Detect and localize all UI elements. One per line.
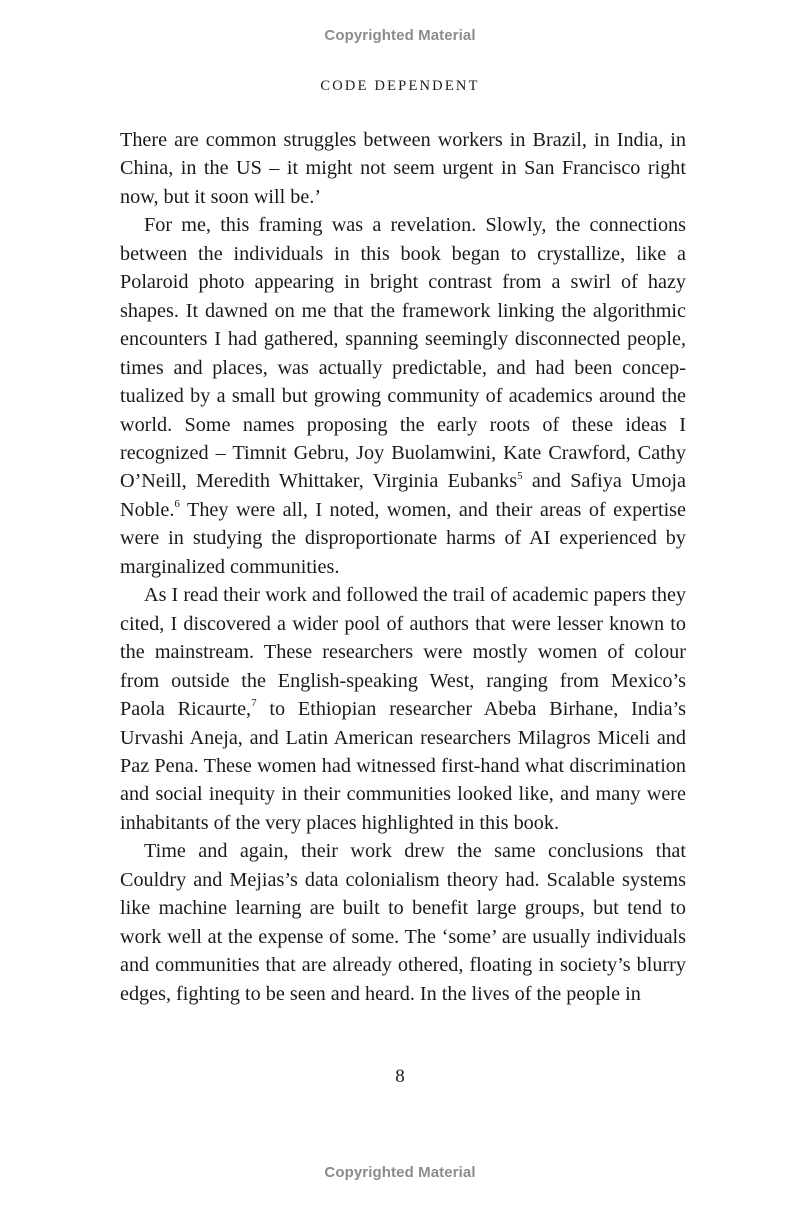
copyright-watermark-bottom: Copyrighted Material xyxy=(324,1164,476,1181)
paragraph-3-text-a: As I read their work and followed the trail of academic papers they cited, I discovered a wider pool of authors that were lesser known to the mainstream. These researchers were mostly women of colour from outside the English-speaking West, ranging from Mexico’s Paola Ricaurte, xyxy=(120,584,686,721)
paragraph-1: There are common struggles between workers in Brazil, in India, in China, in the US – it might not seem urgent in San Francisco right now, but it soon will be.’ xyxy=(120,129,686,208)
paragraph-3-text-b: to Ethiopian researcher Abeba Birhane, India’s Urvashi Aneja, and Latin American researchers Milagros Miceli and Paz Pena. These women had witnessed first-hand what discrimination and social inequity in their communities looked like, and many were inhabitants of the very places highlighted in this book. xyxy=(120,698,686,834)
paragraph-2-text-a: For me, this framing was a revelation. Slowly, the connections between the individuals in this book began to crystallize, like a Polaroid photo appearing in bright contrast from a swirl of hazy shapes. It dawned on me that the framework linking the algorithmic encounters I had gathered, spanning seemingly disconnected people, times and places, was actually predictable, and had been conceptualized by a small but growing community of academics around the world. Some names proposing the early roots of these ideas I recognized – Timnit Gebru, Joy Buolamwini, Kate Crawford, Cathy O’Neill, Meredith Whittaker, Virginia Eubanks xyxy=(120,214,686,493)
paragraph-2-text-c: They were all, I noted, women, and their areas of expertise were in studying the disproportionate harms of AI experienced by marginalized communities. xyxy=(120,498,686,578)
paragraph-2-text-b: and Safiya Umoja Noble. xyxy=(120,470,686,521)
running-head: CODE DEPENDENT xyxy=(320,78,480,94)
paragraph-4: Time and again, their work drew the same conclusions that Couldry and Mejias’s data colonialism theory had. Scalable systems like machine learning are built to benefit large groups, but tend to work well at the expense of some. The ‘some’ are usually individuals and communities that are already othered, floating in society’s blurry edges, fighting to be seen and heard. In the lives of the people in xyxy=(120,840,686,1005)
footnote-ref-6[interactable]: 6 xyxy=(174,498,180,511)
footnote-ref-7[interactable]: 7 xyxy=(251,697,257,710)
page-body xyxy=(120,126,686,1008)
page-number: 8 xyxy=(395,1066,405,1087)
copyright-watermark-top: Copyrighted Material xyxy=(324,27,476,44)
footnote-ref-5[interactable]: 5 xyxy=(517,469,523,482)
paragraph-3 xyxy=(120,581,686,837)
paragraph-2 xyxy=(120,211,686,581)
